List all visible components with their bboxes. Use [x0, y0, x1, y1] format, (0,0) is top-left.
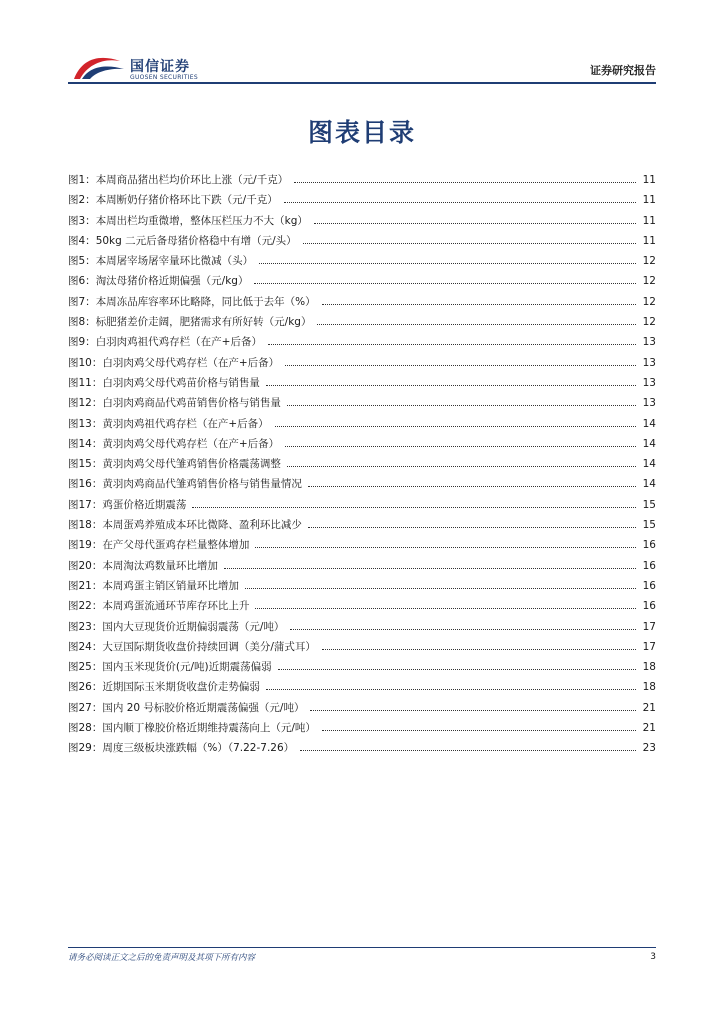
toc-figure-number: 图10： [68, 356, 103, 369]
toc-entry[interactable] [68, 718, 656, 738]
toc-figure-title[interactable]: 国内大豆现货价近期偏弱震荡（元/吨） [102, 620, 285, 633]
toc-page-number[interactable]: 11 [642, 174, 656, 186]
toc-entry[interactable] [68, 332, 656, 352]
toc-entry[interactable] [68, 434, 656, 454]
toc-figure-title[interactable]: 本周屠宰场屠宰量环比微减（头） [95, 255, 254, 268]
toc-dot-leader [300, 750, 636, 751]
toc-figure-number: 图29： [68, 742, 103, 755]
toc-figure-title[interactable]: 本周冻品库容率环比略降，同比低于去年（%） [95, 295, 316, 308]
toc-figure-number: 图22： [68, 600, 103, 613]
page-number: 3 [650, 952, 656, 962]
toc-figure-number: 图2： [68, 194, 96, 207]
toc-figure-title[interactable]: 白羽肉鸡商品代鸡苗销售价格与销售量 [102, 397, 281, 410]
toc-figure-number: 图25： [68, 661, 103, 674]
toc-dot-leader [255, 608, 636, 609]
toc-entry[interactable] [68, 231, 656, 251]
toc-page-number[interactable]: 12 [642, 316, 656, 329]
toc-figure-title[interactable]: 黄羽肉鸡父母代鸡存栏（在产+后备） [102, 437, 280, 450]
toc-entry[interactable] [68, 738, 656, 758]
toc-page-number[interactable]: 16 [642, 600, 656, 613]
header-divider [68, 82, 656, 84]
toc-page-number[interactable]: 12 [642, 275, 656, 288]
toc-page-number[interactable]: 14 [642, 458, 656, 471]
report-type-label: 证券研究报告 [590, 64, 656, 77]
toc-entry[interactable] [68, 698, 656, 718]
toc-page-number[interactable]: 18 [642, 661, 656, 674]
guosen-logo-icon [70, 52, 126, 82]
toc-figure-title[interactable]: 国内 20 号标胶价格近期震荡偏强（元/吨） [102, 701, 305, 714]
toc-page-number[interactable]: 13 [642, 397, 656, 410]
toc-dot-leader [322, 304, 636, 305]
toc-dot-leader [254, 283, 636, 284]
toc-entry[interactable] [68, 596, 656, 616]
toc-dot-leader [314, 223, 636, 224]
footer-divider [68, 947, 656, 948]
toc-dot-leader [322, 730, 636, 731]
toc-figure-title[interactable]: 本周商品猪出栏均价环比上涨（元/千克） [95, 174, 289, 186]
toc-dot-leader [284, 202, 636, 203]
toc-dot-leader [290, 629, 636, 630]
toc-page-number[interactable]: 13 [642, 376, 656, 389]
page-header [68, 50, 656, 84]
toc-figure-number: 图28： [68, 722, 103, 735]
page-title: 图表目录 [307, 118, 416, 147]
toc-page-number[interactable]: 23 [642, 742, 656, 755]
footer-disclaimer: 请务必阅读正文之后的免责声明及其项下所有内容 [68, 953, 256, 963]
toc-dot-leader [266, 689, 636, 690]
toc-entry[interactable] [68, 373, 656, 393]
toc-dot-leader [285, 446, 636, 447]
toc-figure-title[interactable]: 本周鸡蛋流通环节库存环比上升 [102, 600, 250, 613]
toc-page-number[interactable]: 14 [642, 437, 656, 450]
toc-figure-number: 图18： [68, 519, 103, 532]
toc-dot-leader [266, 385, 636, 386]
toc-page-number[interactable]: 11 [642, 234, 656, 247]
toc-entry[interactable] [68, 454, 656, 474]
toc-entry[interactable] [68, 535, 656, 555]
toc-page-number[interactable]: 14 [642, 478, 656, 491]
guosen-logo [70, 52, 230, 84]
toc-figure-title[interactable]: 白羽肉鸡祖代鸡存栏（在产+后备） [95, 336, 262, 349]
toc-page-number[interactable]: 16 [642, 559, 656, 572]
toc-figure-title[interactable]: 黄羽肉鸡父母代雏鸡销售价格震荡调整 [102, 458, 281, 471]
toc-figure-title[interactable]: 国内玉米现货价(元/吨)近期震荡偏弱 [102, 661, 272, 674]
toc-entry[interactable] [68, 617, 656, 637]
toc-figure-number: 图4： [68, 234, 96, 247]
toc-dot-leader [259, 263, 636, 264]
toc-figure-title[interactable]: 本周断奶仔猪价格环比下跌（元/千克） [95, 194, 278, 207]
toc-figure-number: 图17： [68, 498, 103, 511]
toc-figure-number: 图9： [68, 336, 96, 349]
toc-figure-title[interactable]: 本周淘汰鸡数量环比增加 [102, 559, 218, 572]
toc-dot-leader [192, 507, 636, 508]
toc-figure-number: 图8： [68, 316, 96, 329]
toc-figure-title[interactable]: 黄羽肉鸡祖代鸡存栏（在产+后备） [102, 417, 269, 430]
toc-page-number[interactable]: 16 [642, 579, 656, 592]
toc-entry[interactable] [68, 312, 656, 332]
toc-dot-leader [268, 344, 636, 345]
toc-entry[interactable] [68, 292, 656, 312]
toc-page-number[interactable]: 12 [642, 255, 656, 268]
toc-figure-title[interactable]: 国内顺丁橡胶价格近期维持震荡向上（元/吨） [102, 722, 316, 735]
toc-figure-number: 图7： [68, 295, 96, 308]
toc-page-number[interactable]: 12 [642, 295, 656, 308]
toc-page-number[interactable]: 15 [642, 519, 656, 532]
toc-dot-leader [287, 466, 636, 467]
toc-dot-leader [294, 182, 636, 183]
toc-dot-leader [322, 649, 636, 650]
toc-figure-number: 图6： [68, 275, 96, 288]
toc-entry[interactable] [68, 190, 656, 210]
toc-figure-title[interactable]: 大豆国际期货收盘价持续回调（美分/蒲式耳） [102, 640, 316, 653]
toc-dot-leader [308, 527, 636, 528]
toc-page-number[interactable]: 21 [642, 722, 656, 735]
toc-page-number[interactable]: 14 [642, 417, 656, 430]
toc-figure-title[interactable]: 黄羽肉鸡商品代雏鸡销售价格与销售量情况 [102, 478, 302, 491]
toc-entry[interactable] [68, 474, 656, 494]
toc-figure-title[interactable]: 本周出栏均重微增，整体压栏压力不大（kg） [95, 214, 308, 227]
toc-entry[interactable] [68, 657, 656, 677]
toc-figure-title[interactable]: 鸡蛋价格近期震荡 [102, 498, 187, 511]
logo-english-name: GUOSEN SECURITIES [130, 74, 199, 81]
toc-page-number[interactable]: 15 [642, 498, 656, 511]
toc-figure-number: 图24： [68, 640, 103, 653]
toc-dot-leader [245, 588, 636, 589]
toc-figure-number: 图23： [68, 620, 103, 633]
toc-entry[interactable] [68, 515, 656, 535]
toc-figure-number: 图21： [68, 579, 103, 592]
toc-entry[interactable] [68, 211, 656, 231]
toc-figure-number: 图5： [68, 255, 96, 268]
toc-entry[interactable] [68, 393, 656, 413]
toc-figure-number: 图14： [68, 437, 103, 450]
toc-page-number[interactable]: 17 [642, 640, 656, 653]
toc-figure-title[interactable]: 在产父母代蛋鸡存栏量整体增加 [102, 539, 250, 552]
toc-entry[interactable] [68, 556, 656, 576]
toc-figure-title[interactable]: 本周蛋鸡养殖成本环比微降、盈利环比减少 [102, 519, 302, 532]
toc-dot-leader [285, 365, 636, 366]
toc-figure-number: 图16： [68, 478, 103, 491]
toc-figure-title[interactable]: 标肥猪差价走阔，肥猪需求有所好转（元/kg） [95, 316, 312, 329]
toc-figure-number: 图13： [68, 417, 103, 430]
toc-page-number[interactable]: 11 [642, 214, 656, 227]
toc-entry[interactable] [68, 495, 656, 515]
toc-entry[interactable] [68, 271, 656, 291]
toc-entry[interactable] [68, 637, 656, 657]
toc-figure-number: 图1： [68, 174, 96, 186]
toc-page-number[interactable]: 16 [642, 539, 656, 552]
toc-dot-leader [303, 243, 636, 244]
toc-figure-title[interactable]: 白羽肉鸡父母代鸡存栏（在产+后备） [102, 356, 280, 369]
toc-figure-title[interactable]: 50kg 二元后备母猪价格稳中有增（元/头） [95, 234, 297, 247]
toc-page-number[interactable]: 18 [642, 681, 656, 694]
toc-entry[interactable] [68, 170, 656, 190]
toc-dot-leader [224, 568, 636, 569]
toc-figure-number: 图26： [68, 681, 103, 694]
toc-figure-number: 图15： [68, 458, 103, 471]
logo-chinese-name: 国信证券 [130, 59, 190, 75]
toc-page-number[interactable]: 13 [642, 356, 656, 369]
toc-figure-title[interactable]: 周度三级板块涨跌幅（%）（7.22-7.26） [102, 742, 295, 755]
toc-figure-title[interactable]: 白羽肉鸡父母代鸡苗价格与销售量 [102, 376, 260, 389]
toc-figure-number: 图12： [68, 397, 103, 410]
toc-entry[interactable] [68, 414, 656, 434]
toc-dot-leader [255, 547, 636, 548]
toc-entry[interactable] [68, 251, 656, 271]
toc-dot-leader [317, 324, 636, 325]
toc-dot-leader [278, 669, 636, 670]
toc-entry[interactable] [68, 677, 656, 697]
toc-page-number[interactable]: 13 [642, 336, 656, 349]
toc-page-number[interactable]: 21 [642, 701, 656, 714]
figure-table-of-contents [68, 170, 656, 759]
toc-dot-leader [275, 426, 636, 427]
toc-entry[interactable] [68, 353, 656, 373]
toc-figure-title[interactable]: 淘汰母猪价格近期偏强（元/kg） [95, 275, 249, 288]
toc-figure-number: 图11： [68, 376, 103, 389]
toc-figure-title[interactable]: 本周鸡蛋主销区销量环比增加 [102, 579, 239, 592]
toc-figure-title[interactable]: 近期国际玉米期货收盘价走势偏弱 [102, 681, 260, 694]
toc-page-number[interactable]: 11 [642, 194, 656, 207]
toc-dot-leader [287, 405, 636, 406]
toc-page-number[interactable]: 17 [642, 620, 656, 633]
toc-entry[interactable] [68, 576, 656, 596]
toc-figure-number: 图20： [68, 559, 103, 572]
toc-figure-number: 图27： [68, 701, 103, 714]
toc-figure-number: 图3： [68, 214, 96, 227]
toc-dot-leader [308, 486, 636, 487]
toc-figure-number: 图19： [68, 539, 103, 552]
toc-dot-leader [310, 710, 636, 711]
